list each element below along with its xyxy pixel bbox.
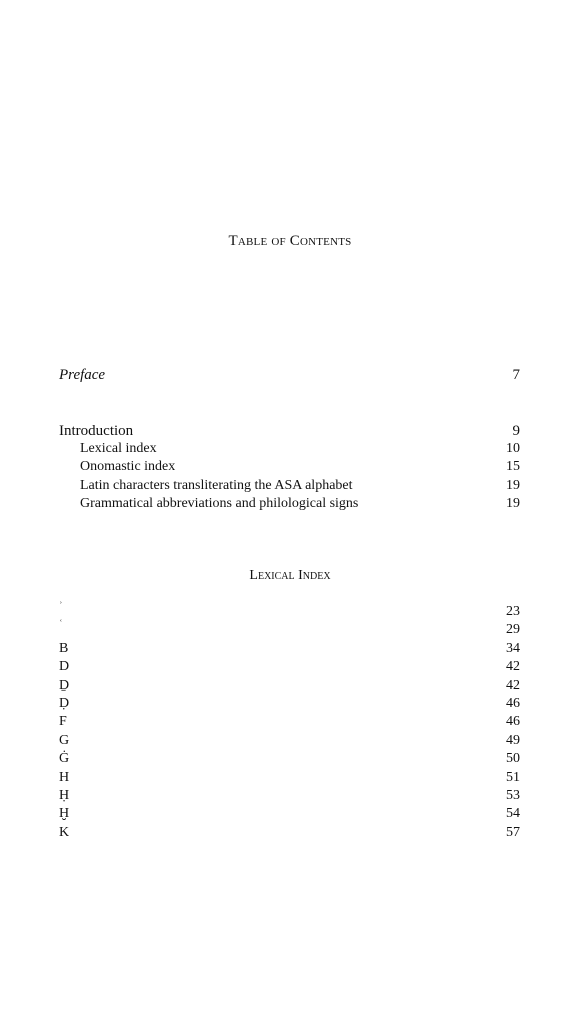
- letter-page: 54: [506, 806, 520, 822]
- entry-label: Grammatical abbreviations and philological signs: [80, 496, 359, 511]
- letter-label: K: [59, 824, 70, 840]
- letter-entry[interactable]: [59, 751, 520, 769]
- letter-entry[interactable]: [59, 770, 520, 788]
- lexical-index-letter-list: [59, 600, 520, 843]
- entry-label: Lexical index: [80, 441, 157, 456]
- entry-label: Introduction: [59, 423, 134, 439]
- entry-page: 15: [506, 459, 520, 474]
- letter-label: H: [59, 769, 70, 785]
- letter-entry[interactable]: [59, 600, 520, 622]
- entry-label: Latin characters transliterating the ASA alphabet: [80, 478, 353, 493]
- letter-label: Ḥ: [59, 787, 70, 803]
- letter-page: 42: [506, 659, 520, 675]
- entry-page: 19: [506, 496, 520, 511]
- letter-page: 51: [506, 769, 520, 785]
- toc-entry-latin-characters[interactable]: [59, 477, 520, 495]
- letter-page: 34: [506, 640, 520, 656]
- toc-entry-preface[interactable]: [59, 366, 520, 384]
- letter-page: 53: [506, 787, 520, 803]
- letter-entry[interactable]: [59, 825, 520, 843]
- letter-label: ʿ: [59, 618, 63, 631]
- letter-entry[interactable]: [59, 806, 520, 824]
- letter-page: 46: [506, 695, 520, 711]
- letter-label: D: [59, 659, 70, 675]
- letter-page: 29: [506, 622, 520, 638]
- entry-page: 19: [506, 478, 520, 493]
- letter-label: Ḍ: [59, 695, 70, 711]
- letter-page: 50: [506, 751, 520, 767]
- letter-entry[interactable]: [59, 618, 520, 640]
- entry-label: Onomastic index: [80, 459, 176, 474]
- letter-label: Ḏ: [59, 677, 70, 693]
- letter-label: Ḫ: [59, 806, 70, 822]
- entry-page: 7: [512, 367, 520, 383]
- letter-label: B: [59, 640, 69, 656]
- entry-label: Preface: [59, 367, 106, 383]
- entry-page: 10: [506, 441, 520, 456]
- letter-page: 57: [506, 824, 520, 840]
- letter-page: 46: [506, 714, 520, 730]
- letter-entry[interactable]: [59, 788, 520, 806]
- letter-entry[interactable]: [59, 659, 520, 677]
- letter-entry[interactable]: [59, 641, 520, 659]
- letter-entry[interactable]: [59, 714, 520, 732]
- letter-label: G: [59, 732, 70, 748]
- toc-entry-grammatical-abbreviations[interactable]: [59, 495, 520, 513]
- letter-entry[interactable]: [59, 678, 520, 696]
- section-title-lexical-index: Lexical Index: [249, 568, 331, 583]
- page-title: Table of Contents: [228, 233, 352, 249]
- toc-entry-onomastic-index[interactable]: [59, 458, 520, 476]
- letter-label: Ġ: [59, 751, 70, 767]
- letter-page: 42: [506, 677, 520, 693]
- letter-label: F: [59, 714, 67, 730]
- toc-entry-lexical-index[interactable]: [59, 440, 520, 458]
- toc-entry-introduction[interactable]: [59, 422, 520, 440]
- letter-page: 49: [506, 732, 520, 748]
- letter-page: 23: [506, 604, 520, 619]
- entry-page: 9: [512, 423, 520, 439]
- letter-label: ʾ: [59, 600, 63, 612]
- letter-entry[interactable]: [59, 733, 520, 751]
- letter-entry[interactable]: [59, 696, 520, 714]
